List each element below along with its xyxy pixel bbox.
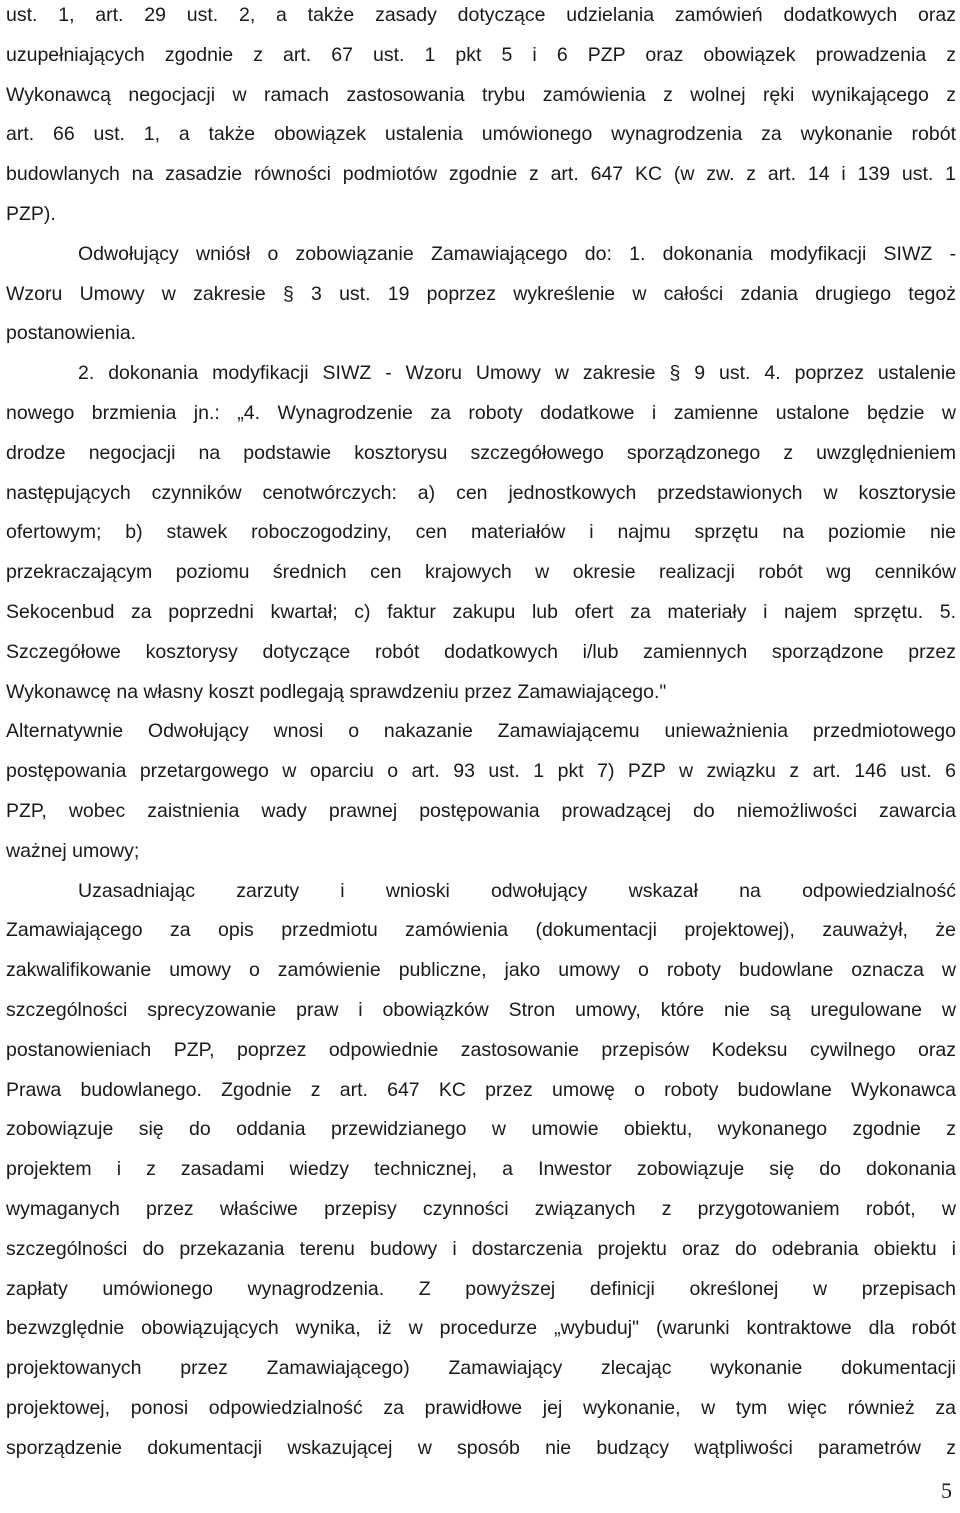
text-line: postępowania przetargowego w oparciu o art. 93 ust. 1 pkt 7) PZP w związku z art. 146 ust. 6 — [6, 760, 956, 783]
text-line: PZP, wobec zaistnienia wady prawnej postępowania prowadzącej do niemożliwości zawarcia — [6, 800, 956, 822]
text-line: nowego brzmienia jn.: „4. Wynagrodzenie za roboty dodatkowe i zamienne ustalone będzie w — [6, 402, 956, 424]
text-line: Uzasadniając zarzuty i wnioski odwołujący wskazał na odpowiedzialność — [78, 879, 956, 902]
text-line: następujących czynników cenotwórczych: a) cen jednostkowych przedstawionych w kosztorysie — [6, 481, 956, 504]
text-line: postanowieniach PZP, poprzez odpowiednie zastosowanie przepisów Kodeksu cywilnego oraz — [6, 1038, 956, 1061]
text-line: bezwzględnie obowiązujących wynika, iż w procedurze „wybuduj" (warunki kontraktowe dla robót — [6, 1317, 956, 1340]
text-line: Wykonawcą negocjacji w ramach zastosowania trybu zamówienia z wolnej ręki wynikającego z — [6, 83, 956, 106]
text-line: 2. dokonania modyfikacji SIWZ - Wzoru Umowy w zakresie § 9 ust. 4. poprzez ustalenie — [78, 362, 956, 385]
text-line: przekraczającym poziomu średnich cen krajowych w okresie realizacji robót wg cenników — [6, 561, 956, 584]
text-line: projektem i z zasadami wiedzy technicznej, a Inwestor zobowiązuje się do dokonania — [6, 1158, 956, 1181]
text-line: wymaganych przez właściwe przepisy czynności związanych z przygotowaniem robót, w — [6, 1198, 956, 1220]
text-line: szczególności do przekazania terenu budowy i dostarczenia projektu oraz do odebrania obiektu i — [6, 1237, 956, 1260]
text-line: zapłaty umówionego wynagrodzenia. Z powyższej definicji określonej w przepisach — [6, 1277, 956, 1300]
text-line: budowlanych na zasadzie równości podmiotów zgodnie z art. 647 KC (w zw. z art. 14 i 139 ust. 1 — [6, 163, 956, 186]
text-line: drodze negocjacji na podstawie kosztorysu szczegółowego sporządzonego z uwzględnieniem — [6, 441, 956, 464]
text-line: zobowiązuje się do oddania przewidzianego w umowie obiektu, wykonanego zgodnie z — [6, 1118, 956, 1141]
text-line: Szczegółowe kosztorysy dotyczące robót dodatkowych i/lub zamiennych sporządzone przez — [6, 640, 956, 663]
text-line: ofertowym; b) stawek roboczogodziny, cen materiałów i najmu sprzętu na poziomie nie — [6, 521, 956, 544]
text-line: Prawa budowlanego. Zgodnie z art. 647 KC przez umowę o roboty budowlane Wykonawca — [6, 1078, 956, 1101]
text-line: Alternatywnie Odwołujący wnosi o nakazanie Zamawiającemu unieważnienia przedmiotowego — [6, 720, 956, 743]
text-line: Wykonawcę na własny koszt podlegają sprawdzeniu przez Zamawiającego." — [6, 680, 667, 703]
text-line: ust. 1, art. 29 ust. 2, a także zasady dotyczące udzielania zamówień dodatkowych oraz — [6, 4, 956, 26]
text-line: zakwalifikowanie umowy o zamówienie publiczne, jako umowy o roboty budowlane oznacza w — [6, 959, 956, 982]
text-line: postanowienia. — [6, 322, 137, 345]
text-line: Odwołujący wniósł o zobowiązanie Zamawiającego do: 1. dokonania modyfikacji SIWZ - — [78, 242, 956, 265]
text-line: projektowanych przez Zamawiającego) Zamawiający zlecając wykonanie dokumentacji — [6, 1357, 956, 1380]
text-line: sporządzenie dokumentacji wskazującej w sposób nie budzący wątpliwości parametrów z — [6, 1436, 956, 1459]
text-line: projektowej, ponosi odpowiedzialność za prawidłowe jej wykonanie, w tym więc również za — [6, 1397, 956, 1419]
text-line: szczególności sprecyzowanie praw i obowiązków Stron umowy, które nie są uregulowane w — [6, 999, 956, 1021]
page-number: 5 — [941, 1478, 952, 1503]
text-line: uzupełniających zgodnie z art. 67 ust. 1 pkt 5 i 6 PZP oraz obowiązek prowadzenia z — [6, 43, 956, 66]
text-line: PZP). — [6, 203, 56, 225]
text-line: Zamawiającego za opis przedmiotu zamówienia (dokumentacji projektowej), zauważył, że — [6, 919, 956, 942]
text-line: Sekocenbud za poprzedni kwartał; c) faktur zakupu lub ofert za materiały i najem sprzętu. 5. — [6, 601, 956, 623]
text-line: ważnej umowy; — [6, 839, 140, 862]
text-line: art. 66 ust. 1, a także obowiązek ustalenia umówionego wynagrodzenia za wykonanie robót — [6, 123, 956, 146]
text-line: Wzoru Umowy w zakresie § 3 ust. 19 poprzez wykreślenie w całości zdania drugiego tegoż — [6, 282, 956, 305]
